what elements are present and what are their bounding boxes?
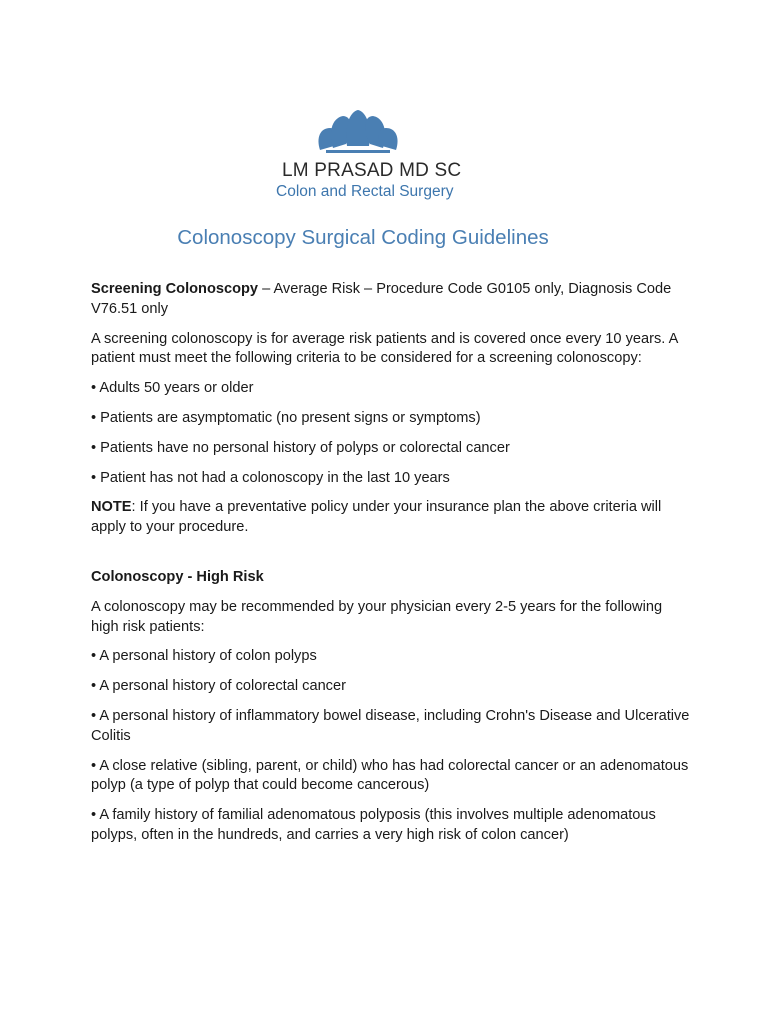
list-item: • Adults 50 years or older	[91, 380, 254, 397]
practice-logo	[0, 108, 770, 204]
list-item: • A personal history of inflammatory bowel disease, including Crohn's Disease and Ulcerative Colitis	[91, 707, 690, 744]
screening-heading: Screening Colonoscopy	[91, 281, 259, 297]
note-paragraph	[91, 498, 691, 538]
high-risk-heading: Colonoscopy - High Risk	[91, 568, 264, 585]
list-item: • A personal history of colon polyps	[91, 648, 317, 665]
screening-intro: A screening colonoscopy is for average risk patients and is covered once every 10 years. A patient must meet the following criteria to be considered for a screening colonoscopy:	[91, 330, 678, 367]
fan-petals-icon	[316, 108, 400, 156]
page-title: Colonoscopy Surgical Coding Guidelines	[177, 226, 549, 249]
practice-subtitle: Colon and Rectal Surgery	[276, 183, 454, 200]
practice-name: LM PRASAD MD SC	[282, 160, 462, 181]
list-item: • A family history of familial adenomatous polyposis (this involves multiple adenomatous polyps, often in the hundreds, and carries a very high risk of colon cancer)	[91, 807, 656, 843]
screening-heading-paragraph	[91, 280, 691, 320]
note-label: NOTE	[91, 499, 132, 516]
high-risk-heading-paragraph	[91, 568, 691, 588]
list-item: • Patients have no personal history of polyps or colorectal cancer	[91, 439, 510, 456]
list-item: • Patients are asymptomatic (no present signs or symptoms)	[91, 409, 481, 426]
document-body	[91, 280, 691, 856]
section-spacer	[91, 548, 691, 568]
list-item: • A personal history of colorectal cancer	[91, 678, 346, 695]
list-item: • A close relative (sibling, parent, or child) who has had colorectal cancer or an adenomatous polyp (a type of polyp that could become cancerous)	[91, 757, 689, 794]
list-item: • Patient has not had a colonoscopy in the last 10 years	[91, 469, 450, 486]
note-text: : If you have a preventative policy under your insurance plan the above criteria will apply to your procedure.	[91, 499, 662, 536]
high-risk-intro: A colonoscopy may be recommended by your physician every 2-5 years for the following high risk patients:	[91, 598, 663, 635]
screening-heading-detail: – Average Risk – Procedure Code G0105 only, Diagnosis Code V76.51 only	[91, 281, 672, 317]
